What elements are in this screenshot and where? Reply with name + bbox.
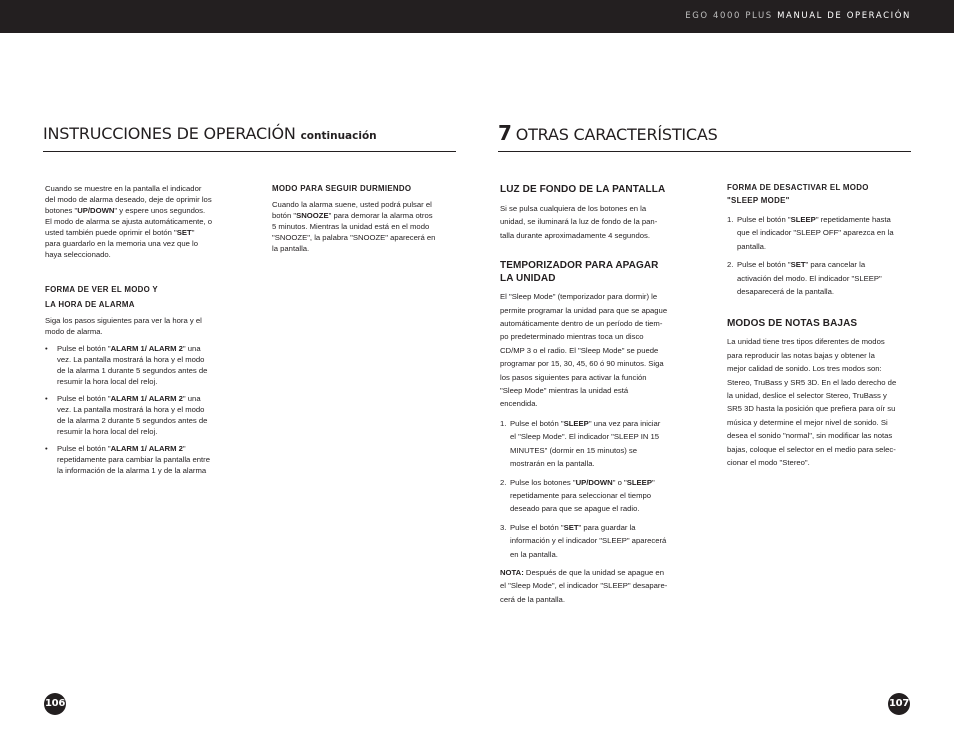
sleep-off-heading-line-2: "SLEEP MODE" [727, 195, 790, 205]
text-run: " una vez para iniciar [588, 418, 661, 428]
text-line [45, 315, 235, 326]
text-line [500, 304, 690, 317]
step-number: 2. [500, 477, 507, 487]
bold-text: SLEEP [790, 215, 816, 224]
text-line [57, 415, 235, 426]
text-run: SR5 3D hasta la posición que prefiera para oír su [727, 404, 896, 414]
bold-text: SET [790, 260, 806, 270]
text-line [57, 404, 235, 415]
text-run: Pulse el botón " [57, 444, 111, 453]
text-run: Cuando la alarma suene, usted podrá pulsar el [272, 200, 432, 209]
text-run: vez. La pantalla mostrará la hora y el modo [57, 405, 205, 414]
text-run: Cuando se muestre en la pantalla el indicador [45, 184, 202, 193]
text-line [727, 362, 917, 375]
right-title-text: OTRAS CARACTERÍSTICAS [515, 125, 718, 144]
text-run: Pulse el botón " [57, 344, 111, 353]
text-run: " [651, 477, 655, 487]
text-line [500, 317, 690, 330]
right-title-rule [498, 151, 911, 152]
sleep-timer-paragraph [500, 290, 690, 411]
backlight-paragraph [500, 202, 690, 242]
text-line [727, 389, 917, 402]
text-line [272, 210, 457, 221]
text-run: resumir la hora local del reloj. [57, 377, 158, 386]
text-line [272, 243, 457, 254]
alarm-view-heading [45, 282, 235, 312]
text-run: pantalla. [737, 241, 767, 251]
text-run: El modo de alarma se ajusta automáticamente, o [45, 217, 213, 226]
text-line [510, 430, 690, 443]
text-line [45, 194, 235, 205]
text-run: vez. La pantalla mostrará la hora y el modo [57, 355, 205, 364]
text-run: unidad, se iluminará la luz de fondo de la pan- [500, 217, 658, 227]
text-run: los pasos siguientes para activar la función [500, 372, 647, 382]
text-line [727, 416, 917, 429]
text-run: talla durante aproximadamente 4 segundos. [500, 230, 651, 240]
bold-text: SET [176, 228, 192, 237]
text-line [510, 534, 690, 547]
text-run: bajas, coloque el selector en el medio para selec- [727, 444, 896, 454]
text-run: " [182, 444, 186, 453]
text-line [272, 221, 457, 232]
text-run: música y determine el mejor nivel de sonido. Si [727, 417, 888, 427]
text-line [510, 444, 690, 457]
alarm-view-heading-line-2: LA HORA DE ALARMA [45, 300, 135, 309]
bold-text: SNOOZE [296, 211, 329, 220]
text-run: Si se pulsa cualquiera de los botones en la [500, 204, 647, 213]
bullet-item [45, 343, 235, 387]
text-run: " una [182, 344, 201, 353]
text-line [510, 417, 690, 430]
text-line [737, 258, 917, 271]
text-run: del modo de alarma deseado, deje de oprimir los [45, 195, 212, 204]
text-run: Stereo, TruBass y SR5 3D. En el lado derecho de [727, 377, 897, 387]
header-title [685, 11, 911, 21]
text-run: de la alarma 2 durante 5 segundos antes de [57, 416, 208, 425]
page-number-left: 106 [44, 693, 66, 715]
bass-modes-heading: MODOS DE NOTAS BAJAS [727, 318, 858, 330]
text-line [45, 227, 235, 238]
text-line [727, 456, 917, 469]
text-run: desaparecerá de la pantalla. [737, 287, 835, 297]
text-line [57, 465, 235, 476]
sleep-timer-heading-line-1: TEMPORIZADOR PARA APAGAR [500, 260, 659, 272]
left-page-title [43, 124, 377, 143]
page-number-right: 107 [888, 693, 910, 715]
text-line [45, 183, 235, 194]
backlight-heading: LUZ DE FONDO DE LA PANTALLA [500, 184, 666, 195]
text-run: Pulse el botón " [510, 522, 564, 532]
sleep-note [500, 566, 690, 606]
text-line [500, 357, 690, 370]
text-run: " para cancelar la [805, 260, 866, 270]
text-run: automáticamente dentro de un período de tiem- [500, 319, 663, 329]
bold-text: ALARM 1/ ALARM 2 [110, 444, 183, 453]
text-run: la información de la alarma 1 y de la alarma [57, 466, 207, 475]
text-line [500, 593, 690, 606]
text-run: Siga los pasos siguientes para ver la hora y el [45, 316, 202, 325]
bullet-item [45, 393, 235, 437]
text-run: " y espere unos segundos. [114, 206, 206, 215]
alarm-view-bullets [45, 343, 235, 476]
snooze-heading: MODO PARA SEGUIR DURMIENDO [272, 184, 412, 193]
step-number: 2. [727, 260, 734, 270]
text-line [500, 371, 690, 384]
text-run: mostrarán en la pantalla. [510, 459, 595, 469]
text-run: cionar el modo "Stereo". [727, 458, 810, 468]
sleep-off-steps [727, 213, 917, 298]
text-line [57, 354, 235, 365]
text-line [57, 454, 235, 465]
text-line [45, 249, 235, 260]
step-item [727, 258, 917, 298]
text-run: desea el sonido "normal", sin modificar las notas [727, 431, 893, 441]
text-run: Pulse el botón " [737, 260, 791, 270]
text-run: "SNOOZE", la palabra "SNOOZE" aparecerá en [272, 233, 436, 242]
text-line [500, 202, 690, 215]
text-run: Pulse el botón " [737, 215, 791, 224]
text-run: cerá de la pantalla. [500, 594, 565, 604]
intro-paragraph [45, 183, 235, 260]
alarm-view-heading-line-1: FORMA DE VER EL MODO Y [45, 285, 158, 294]
header-model: EGO 4000 PLUS [685, 11, 773, 21]
left-title-rule [43, 151, 456, 152]
step-item [500, 476, 690, 516]
text-line [727, 349, 917, 362]
text-line [500, 384, 690, 397]
text-run: repetidamente para seleccionar el tiempo [510, 490, 652, 500]
sleep-timer-heading [500, 259, 690, 285]
header-manual: MANUAL DE OPERACIÓN [777, 11, 911, 21]
text-line [510, 489, 690, 502]
text-run: permite programar la unidad para que se apague [500, 305, 668, 315]
text-line [737, 226, 917, 239]
text-line [500, 344, 690, 357]
text-run: El "Sleep Mode" (temporizador para dormir) le [500, 292, 658, 302]
text-run: MINUTES" (dormir en 15 minutos) se [510, 445, 638, 455]
text-line [510, 457, 690, 470]
text-line [45, 216, 235, 227]
text-run: Después de que la unidad se apague en [523, 567, 664, 577]
text-run: botones " [45, 206, 78, 215]
text-run: repetidamente para cambiar la pantalla entre [57, 455, 210, 464]
sleep-off-heading-line-1: FORMA DE DESACTIVAR EL MODO [727, 183, 869, 192]
text-run: de la alarma 1 durante 5 segundos antes de [57, 366, 208, 375]
text-run: mejor calidad de sonido. Los tres modos son: [727, 364, 882, 374]
text-line [57, 443, 235, 454]
text-line [727, 335, 917, 348]
text-line [45, 205, 235, 216]
text-run: la pantalla. [272, 244, 310, 253]
bold-text: UP/DOWN [575, 477, 613, 487]
text-run: Pulse los botones " [510, 477, 576, 487]
bold-text: ALARM 1/ ALARM 2 [110, 344, 183, 353]
left-column-2 [272, 183, 457, 254]
text-line [500, 229, 690, 242]
text-line [57, 393, 235, 404]
left-column-1 [45, 183, 235, 476]
text-run: " repetidamente hasta [815, 215, 891, 224]
bold-text: SLEEP [563, 418, 589, 428]
text-run: el "Sleep Mode". El indicador "SLEEP IN 15 [510, 432, 660, 442]
text-run: en la pantalla. [510, 549, 558, 559]
sleep-off-heading [727, 182, 917, 207]
text-line [510, 548, 690, 561]
bold-text: SLEEP [626, 477, 652, 487]
text-line [500, 215, 690, 228]
text-run: " para demorar la alarma otros [328, 211, 433, 220]
step-item [500, 417, 690, 471]
text-line [500, 579, 690, 592]
text-run: haya seleccionado. [45, 250, 111, 259]
left-title-subtitle: continuación [300, 130, 377, 142]
header-bar [0, 0, 954, 33]
right-column-2 [727, 182, 917, 470]
text-run: po predeterminado mientras toca un disco [500, 332, 644, 342]
text-line [500, 290, 690, 303]
bullet-item [45, 443, 235, 476]
snooze-paragraph [272, 199, 457, 254]
text-run: La unidad tiene tres tipos diferentes de modos [727, 337, 885, 347]
text-run: Pulse el botón " [57, 394, 111, 403]
text-run: "Sleep Mode" mientras la unidad está [500, 386, 629, 396]
text-run: " una [182, 394, 201, 403]
text-run: activación del modo. El indicador "SLEEP" [737, 273, 882, 283]
text-run: Pulse el botón " [510, 418, 564, 428]
bold-text: UP/DOWN [77, 206, 115, 215]
text-run: deseado para que se apague el radio. [510, 504, 640, 514]
alarm-view-intro [45, 315, 235, 337]
text-run: información y el indicador "SLEEP" aparecerá [510, 536, 667, 546]
text-line [45, 238, 235, 249]
bold-text: SET [563, 522, 579, 532]
text-line [57, 376, 235, 387]
text-line [510, 502, 690, 515]
text-line [737, 213, 917, 226]
text-run: " [191, 228, 195, 237]
text-run: modo de alarma. [45, 327, 103, 336]
step-item [727, 213, 917, 253]
text-line [727, 443, 917, 456]
text-run: botón " [272, 211, 297, 220]
step-number: 1. [727, 215, 734, 224]
text-line [272, 232, 457, 243]
text-line [727, 402, 917, 415]
text-run: que el indicador "SLEEP OFF" aparezca en la [737, 228, 894, 238]
text-run: programar por 15, 30, 45, 60 ó 90 minutos. Siga [500, 359, 664, 369]
text-line [500, 330, 690, 343]
bass-modes-paragraph [727, 335, 917, 469]
step-item [500, 521, 690, 561]
text-run: resumir la hora local del reloj. [57, 427, 158, 436]
text-line [727, 376, 917, 389]
right-column-1 [500, 183, 690, 606]
sleep-timer-steps [500, 417, 690, 561]
text-line [45, 326, 235, 337]
section-number: 7 [498, 121, 512, 145]
text-run: el "Sleep Mode", el indicador "SLEEP" desapare- [500, 581, 668, 591]
text-line [272, 199, 457, 210]
text-line [737, 240, 917, 253]
text-run: " o " [612, 477, 627, 487]
text-line [500, 397, 690, 410]
right-page-title [498, 121, 718, 145]
text-run: CD/MP 3 o el radio. El "Sleep Mode" se puede [500, 345, 659, 355]
text-line [737, 272, 917, 285]
step-number: 1. [500, 418, 507, 428]
text-run: para reproducir las notas bajas y obtener la [727, 350, 875, 360]
text-line [510, 476, 690, 489]
step-number: 3. [500, 522, 507, 532]
text-line [57, 426, 235, 437]
left-title-text: INSTRUCCIONES DE OPERACIÓN [43, 124, 296, 143]
text-run: usted también puede oprimir el botón " [45, 228, 177, 237]
text-run: la unidad, deslice el selector Stereo, TruBass y [727, 391, 887, 401]
text-run: encendida. [500, 399, 538, 409]
sleep-timer-heading-line-2: LA UNIDAD [500, 273, 556, 285]
text-line [57, 343, 235, 354]
text-run: 5 minutos. Mientras la unidad está en el modo [272, 222, 430, 231]
text-line [500, 566, 690, 579]
text-line [57, 365, 235, 376]
text-line [727, 429, 917, 442]
bold-text: NOTA: [500, 567, 524, 577]
text-run: " para guardar la [578, 522, 636, 532]
text-line [510, 521, 690, 534]
bold-text: ALARM 1/ ALARM 2 [110, 394, 183, 403]
text-line [737, 285, 917, 298]
text-run: para guardarlo en la memoria una vez que lo [45, 239, 198, 248]
